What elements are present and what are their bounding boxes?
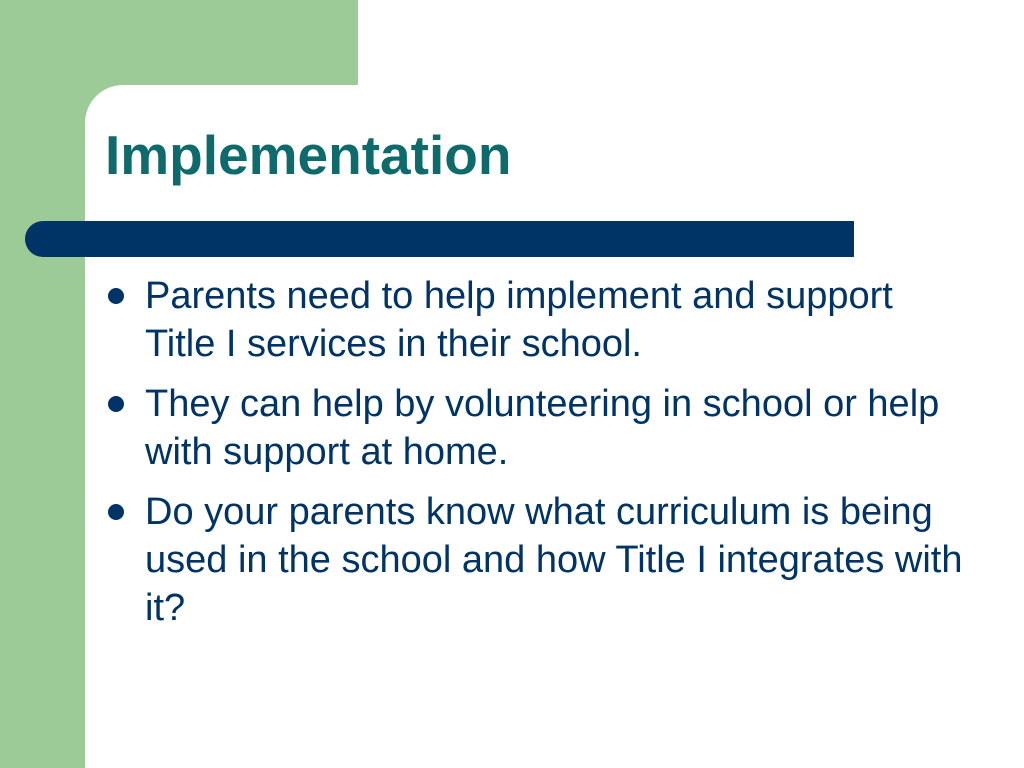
bullet-text: Parents need to help implement and support Title I services in their school. [145,275,893,365]
bullet-item [104,380,964,476]
bullet-item [104,488,964,632]
top-right-background [358,0,1024,90]
bullet-item [104,272,964,368]
bullet-list [104,272,964,644]
slide-title: Implementation [105,124,512,186]
title-underline-bar [25,221,854,257]
bullet-dot-icon [108,504,124,520]
bullet-dot-icon [108,288,124,304]
bullet-text: They can help by volunteering in school or help with support at home. [145,383,940,473]
bullet-text: Do your parents know what curriculum is being used in the school and how Title I integrates with it? [145,491,963,629]
bullet-dot-icon [108,396,124,412]
